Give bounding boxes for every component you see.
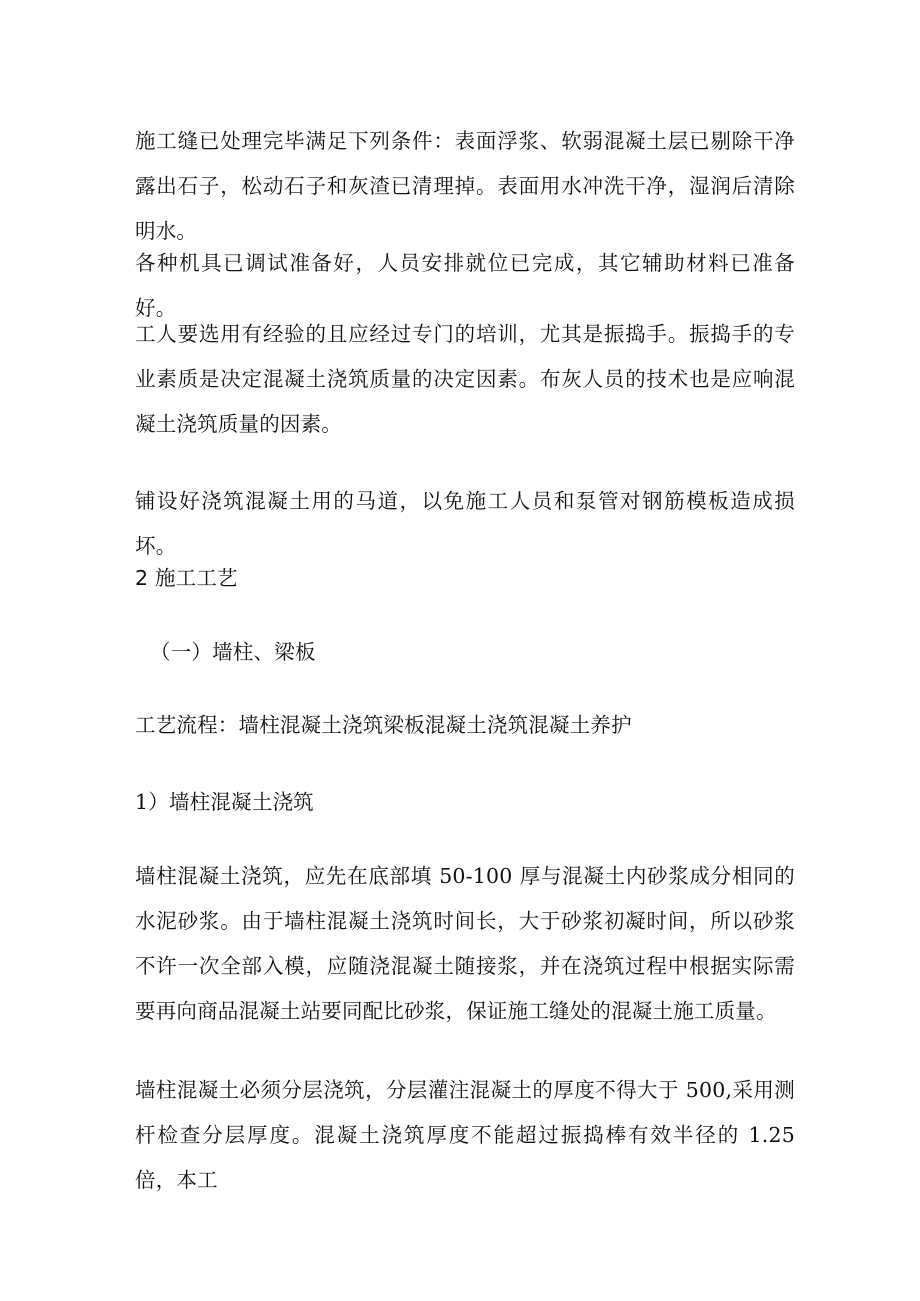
- paragraph-construction-joint: 施工缝已处理完毕满足下列条件：表面浮浆、软弱混凝土层已剔除干净露出石子，松动石子和灰渣已清理掉。表面用水冲洗干净，湿润后清除明水。: [135, 129, 795, 243]
- paragraph-equipment-ready: 各种机具已调试准备好，人员安排就位已完成，其它辅助材料已准备好。: [135, 251, 795, 320]
- item-heading-wall-column-pouring: 1）墙柱混凝土浇筑: [135, 790, 314, 814]
- paragraph-mortar: 墙柱混凝土浇筑，应先在底部填 50-100 厚与混凝土内砂浆成分相同的水泥砂浆。由于墙柱混凝土浇筑时间长，大于砂浆初凝时间，所以砂浆不许一次全部入模，应随浇混凝土随接浆，并在浇筑过程中根据实际需要再向商品混凝土站要同配比砂浆，保证施工缝处的混凝土施工质量。: [135, 864, 795, 1023]
- subsection-heading-walls-beams: （一）墙柱、梁板: [150, 640, 316, 664]
- paragraph-layered-pouring: 墙柱混凝土必须分层浇筑，分层灌注混凝土的厚度不得大于 500,采用测杆检查分层厚度。混凝土浇筑厚度不能超过振捣棒有效半径的 1.25 倍，本工: [135, 1078, 795, 1192]
- paragraph-process-flow: 工艺流程：墙柱混凝土浇筑梁板混凝土浇筑混凝土养护: [135, 713, 632, 737]
- paragraph-walkway: 铺设好浇筑混凝土用的马道，以免施工人员和泵管对钢筋模板造成损坏。: [135, 489, 795, 558]
- paragraph-workers: 工人要选用有经验的且应经过专门的培训，尤其是振捣手。振捣手的专业素质是决定混凝土浇筑质量的决定因素。布灰人员的技术也是应响混凝土浇筑质量的因素。: [135, 322, 795, 436]
- section-heading-process: 2 施工工艺: [135, 566, 238, 590]
